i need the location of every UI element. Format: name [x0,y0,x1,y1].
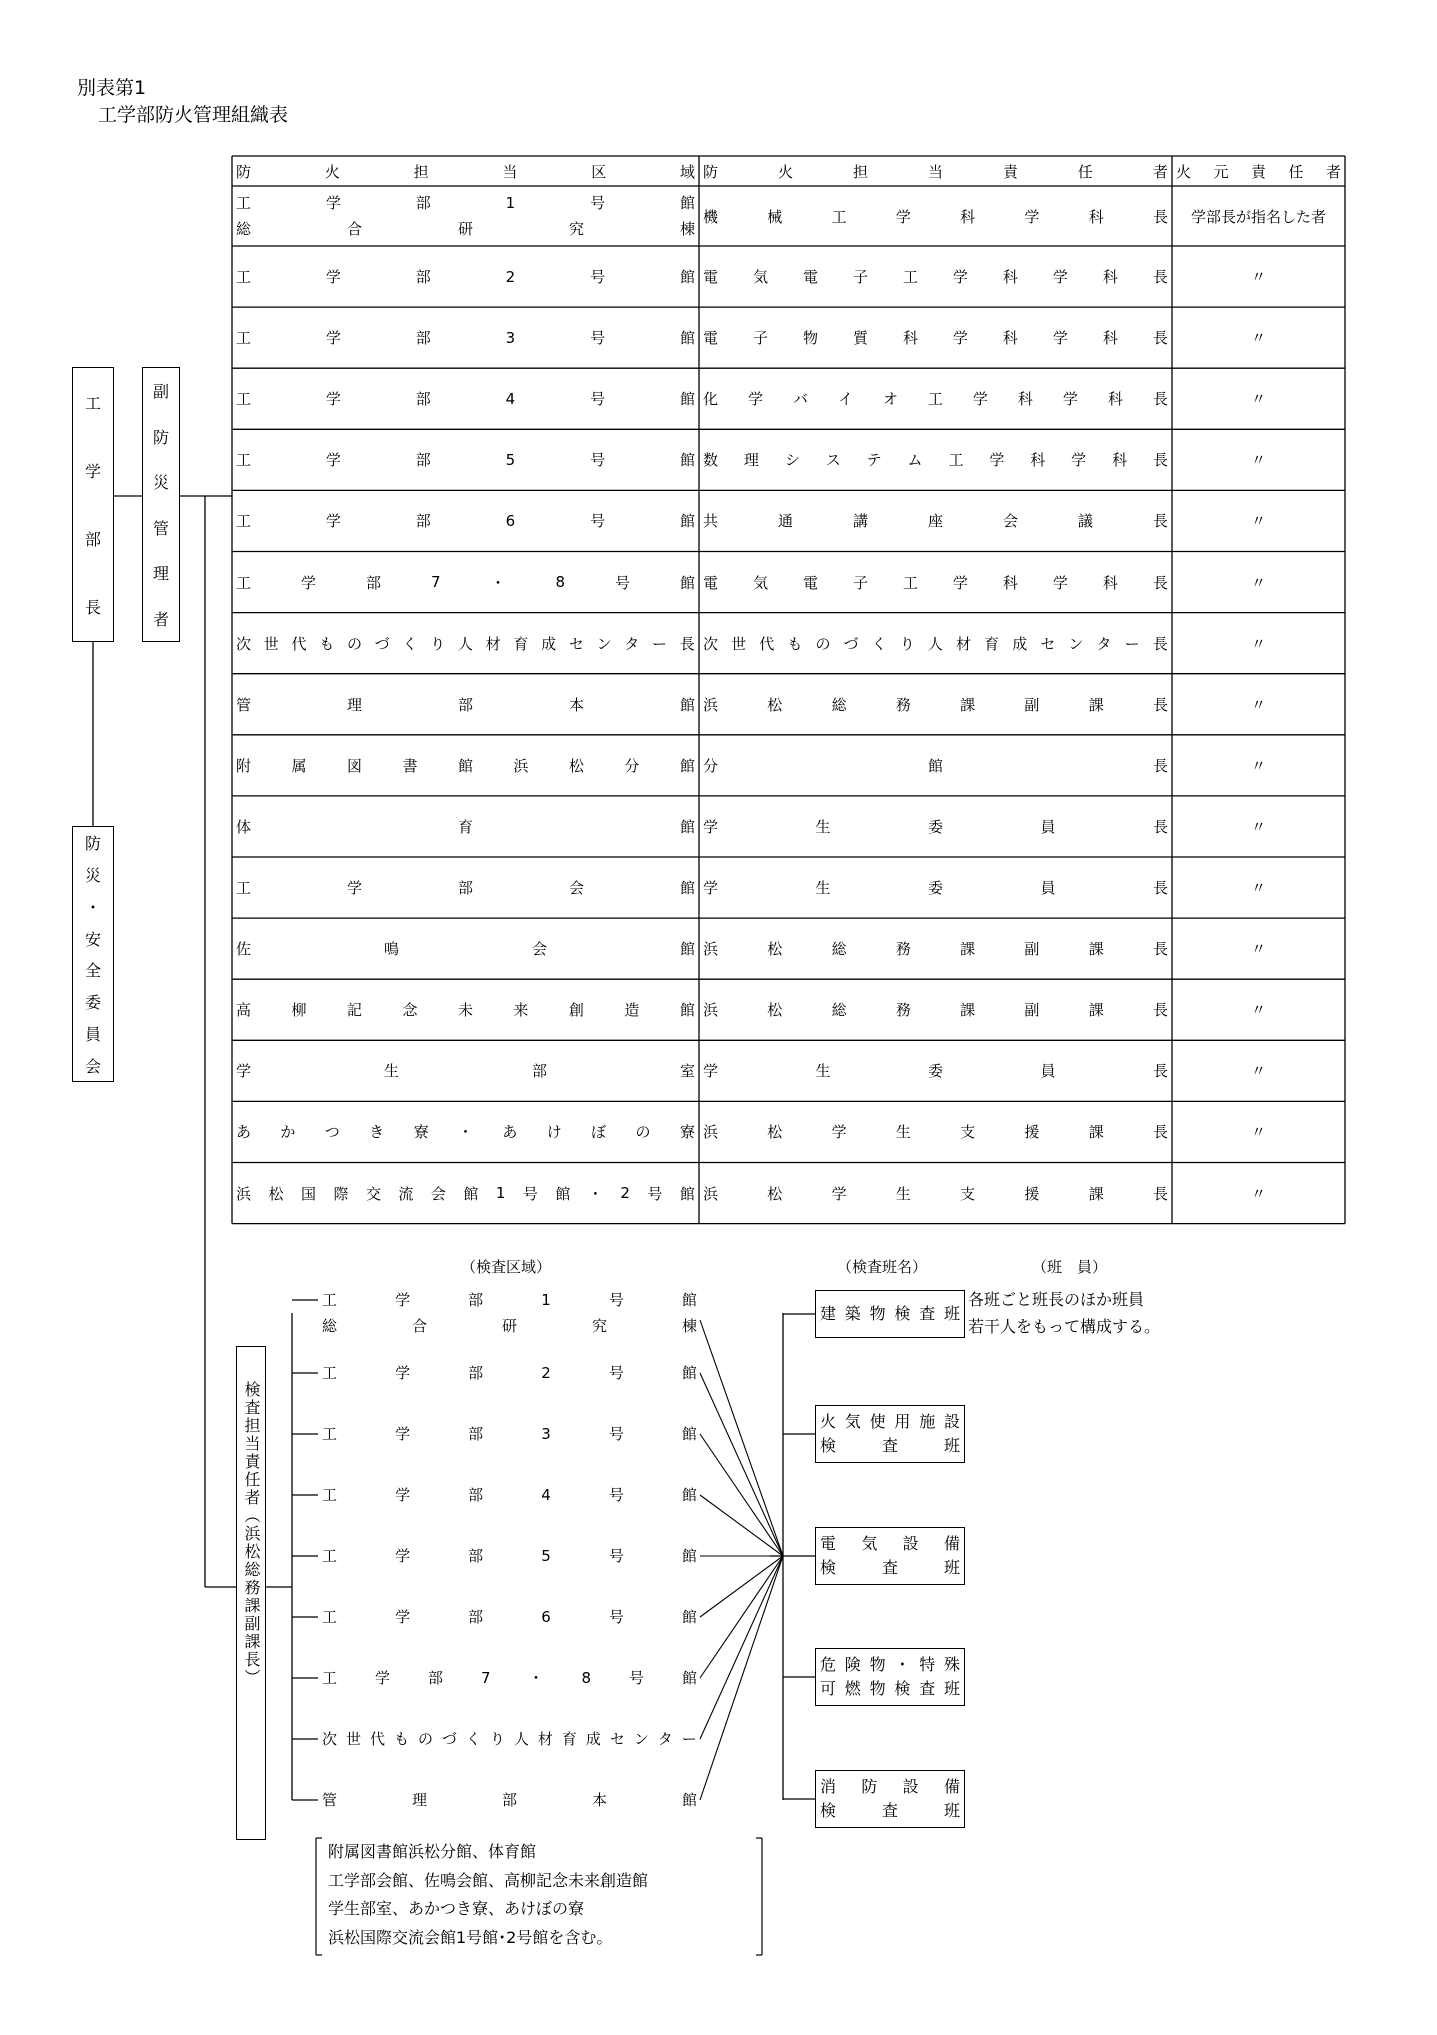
inspection-team-box: 火 気 使 用 施 設 検 査 班 [815,1405,965,1463]
vice-manager-label-char: 災 [152,473,169,493]
inspection-team-box: 危 険 物 ・ 特 殊 可 燃 物 検 査 班 [815,1648,965,1706]
table-row-fire-officer: 〃 [1250,573,1266,592]
table-row-fire-officer: 〃 [1250,879,1266,898]
inspection-area-item: 工 学 部 7 ・ 8 号 館 [322,1669,697,1687]
committee-label-char: 安 [84,929,101,949]
inspection-team-heading: （検査班名） [837,1258,928,1276]
vice-manager-label-char: 者 [152,609,169,629]
dean-label-char: 部 [84,530,101,550]
inspection-area-item: 工 学 部 6 号 館 [322,1608,697,1626]
committee-label-char: 会 [84,1056,101,1076]
table-row-fire-officer: 〃 [1250,390,1266,409]
inspection-team-box: 電 気 設 備 検 査 班 [815,1527,965,1585]
dean-label-char: 学 [84,461,101,481]
table-row-area: 附 属 図 書 館 浜 松 分 館 [236,756,695,775]
vice-manager-label-char: 理 [152,564,169,584]
area-hub-line [700,1556,783,1678]
table-row-fire-officer: 〃 [1250,512,1266,531]
table-header-cell: 防 火 担 当 責 任 者 [703,162,1168,181]
table-row-fire-officer: 〃 [1250,268,1266,287]
table-row-area: 体 育 館 [236,817,695,836]
inspection-officer-label: 検査担当責任者（浜松総務課副課長） [242,1381,261,1687]
members-note-line: 若干人をもって構成する。 [968,1317,1161,1336]
table-row-area: 工 学 部 4 号 館 [236,389,695,409]
table-row-responsible: 数 理 シ ス テ ム 工 学 科 学 科 長 [703,451,1168,470]
area-hub-line [700,1556,783,1800]
table-row-responsible: 電 子 物 質 科 学 科 学 科 長 [703,329,1168,348]
area-hub-line [700,1556,783,1617]
dean-label-char: 長 [84,598,101,618]
bracket-note-line: 工学部会館、佐鳴会館、高柳記念未来創造館 [328,1870,649,1890]
table-row-fire-officer: 〃 [1250,1062,1266,1081]
bracket-note-line: 学生部室、あかつき寮、あけぼの寮 [328,1899,585,1918]
inspection-area-item: 管 理 部 本 館 [322,1791,697,1809]
table-row-responsible: 学 生 委 員 長 [703,1062,1168,1081]
table-header-cell: 防 火 担 当 区 域 [236,162,695,181]
dean-box [72,367,114,642]
committee-label-char: 委 [84,993,101,1013]
members-note-line: 各班ごと班長のほか班員 [968,1290,1145,1309]
area-hub-line [700,1495,783,1556]
table-row-responsible: 機 械 工 学 科 学 科 長 [703,207,1168,226]
table-row-fire-officer: 〃 [1250,695,1266,714]
inspection-area-item: 工 学 部 1 号 館 総 合 研 究 棟 [322,1291,697,1335]
table-row-fire-officer: 〃 [1250,940,1266,959]
table-row-area: 工 学 部 会 館 [236,879,695,898]
table-row-fire-officer: 〃 [1250,634,1266,653]
vice-manager-label-char: 副 [152,382,169,402]
bracket-note-line: 浜松国際交流会館1号館･2号館を含む。 [328,1927,613,1947]
inspection-officer-box [236,1346,266,1840]
committee-label-char: 員 [84,1024,101,1044]
table-row-area: 工 学 部 5 号 館 [236,450,695,470]
table-row-fire-officer: 〃 [1250,817,1266,836]
committee-label-char: 防 [84,834,101,854]
table-row-fire-officer: 〃 [1250,451,1266,470]
table-row-responsible: 浜 松 学 生 支 援 課 長 [703,1123,1168,1142]
table-row-responsible: 浜 松 総 務 課 副 課 長 [703,940,1168,959]
table-row-area: 浜 松 国 際 交 流 会 館 1 号 館 ・ 2 号 館 [236,1184,695,1203]
table-row-responsible: 学 生 委 員 長 [703,879,1168,898]
area-hub-line [700,1373,783,1556]
table-row-responsible: 学 生 委 員 長 [703,817,1168,836]
vice-manager-box [142,367,180,642]
committee-label-char: ・ [84,897,101,917]
table-header-cell: 火 元 責 任 者 [1176,162,1341,181]
table-row-fire-officer: 学部長が指名した者 [1190,207,1326,226]
appendix-label: 別表第1 [77,77,147,99]
committee-label-char: 災 [84,866,101,886]
inspection-area-item: 工 学 部 2 号 館 [322,1364,697,1382]
vice-manager-label-char: 防 [152,427,169,447]
inspection-area-item: 工 学 部 3 号 館 [322,1425,697,1443]
table-row-responsible: 浜 松 学 生 支 援 課 長 [703,1184,1168,1203]
table-row-area: 次 世 代 も の づ く り 人 材 育 成 セ ン タ ー 長 [236,634,695,653]
table-row-responsible: 共 通 講 座 会 議 長 [703,512,1168,531]
table-row-responsible: 浜 松 総 務 課 副 課 長 [703,1001,1168,1020]
table-row-responsible: 次 世 代 も の づ く り 人 材 育 成 セ ン タ ー 長 [703,634,1168,653]
dean-label-char: 工 [84,393,101,413]
inspection-member-heading: （班 員） [1032,1258,1108,1276]
area-hub-line [700,1320,783,1556]
table-row-fire-officer: 〃 [1250,1001,1266,1020]
inspection-area-item: 工 学 部 5 号 館 [322,1547,697,1565]
table-row-responsible: 分 館 長 [703,756,1168,775]
inspection-area-item: 工 学 部 4 号 館 [322,1486,697,1504]
table-row-responsible: 電 気 電 子 工 学 科 学 科 長 [703,268,1168,287]
table-row-area: 高 柳 記 念 未 来 創 造 館 [236,1001,695,1020]
table-row-area: 学 生 部 室 [236,1062,695,1081]
members-note [968,1286,1160,1340]
table-row-area: 工 学 部 2 号 館 [236,267,695,287]
inspection-team-box: 建 築 物 検 査 班 [815,1290,965,1338]
table-row-area: 管 理 部 本 館 [236,695,695,714]
table-row-fire-officer: 〃 [1250,1123,1266,1142]
table-row-responsible: 化 学 バ イ オ 工 学 科 学 科 長 [703,390,1168,409]
table-row-responsible: 浜 松 総 務 課 副 課 長 [703,695,1168,714]
table-row-area: 工 学 部 7 ・ 8 号 館 [236,573,695,592]
table-row-area: あ か つ き 寮 ・ あ け ぼ の 寮 [236,1123,695,1142]
inspection-area-heading: （検査区域） [461,1258,552,1276]
table-row-fire-officer: 〃 [1250,756,1266,775]
table-row-area: 佐 鳴 会 館 [236,940,695,959]
inspection-team-box: 消 防 設 備 検 査 班 [815,1770,965,1828]
table-row-area: 工 学 部 3 号 館 [236,328,695,348]
table-row-responsible: 電 気 電 子 工 学 科 学 科 長 [703,573,1168,592]
bracket-note-line: 附属図書館浜松分館、体育館 [328,1842,537,1861]
area-hub-line [700,1434,783,1556]
area-hub-line [700,1556,783,1739]
table-row-fire-officer: 〃 [1250,329,1266,348]
bracket-note [328,1838,648,1952]
committee-box [72,826,114,1082]
inspection-area-item: 次 世 代 も の づ く り 人 材 育 成 セ ン タ ー [322,1730,697,1748]
table-row-area: 工 学 部 1 号 館 総 合 研 究 棟 [236,194,695,238]
document-title: 工学部防火管理組織表 [98,104,289,126]
committee-label-char: 全 [84,961,101,981]
table-row-fire-officer: 〃 [1250,1184,1266,1203]
vice-manager-label-char: 管 [152,518,169,538]
table-row-area: 工 学 部 6 号 館 [236,511,695,531]
